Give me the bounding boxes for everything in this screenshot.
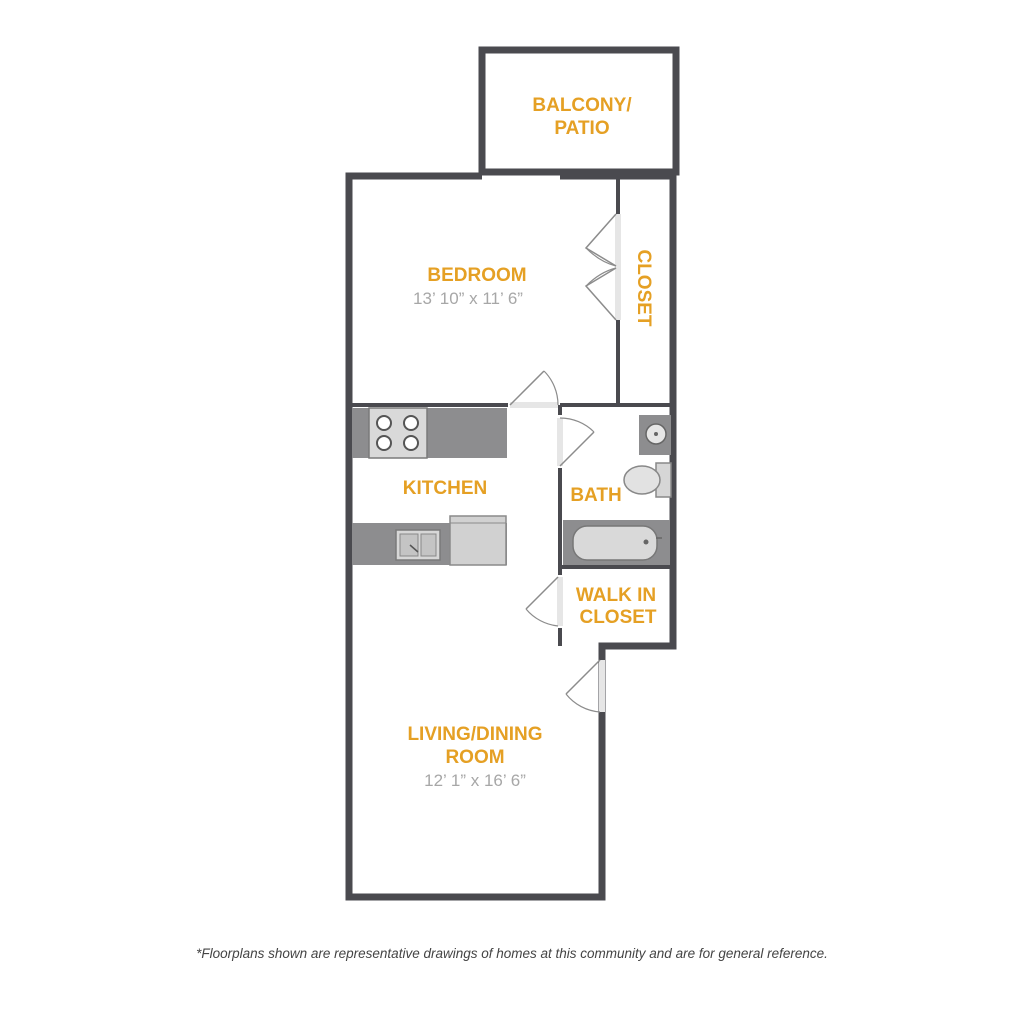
kitchen-sink-icon (396, 530, 440, 560)
closet-bifold-door (586, 214, 616, 320)
bath-sink-icon (639, 415, 671, 455)
bedroom-label: BEDROOM (427, 265, 527, 286)
kitchen-label: KITCHEN (402, 478, 488, 499)
stove-icon (369, 408, 427, 458)
walkin-closet-label-line2: CLOSET (579, 607, 657, 628)
bedroom-door (510, 371, 558, 405)
balcony-label-line2: PATIO (554, 118, 610, 139)
disclaimer-text: *Floorplans shown are representative drawings of homes at this community and are for general reference. (196, 946, 828, 961)
balcony-label-line1: BALCONY/ (532, 95, 632, 116)
living-label-line1: LIVING/DINING (407, 724, 543, 745)
bath-door (560, 418, 594, 466)
bath-label: BATH (570, 485, 622, 506)
walkin-closet-label-line1: WALK IN (575, 585, 657, 606)
bedroom-dimensions: 13’ 10” x 11’ 6” (413, 289, 523, 308)
toilet-icon (624, 463, 671, 497)
refrigerator-icon (450, 516, 506, 565)
bathtub-icon (563, 520, 670, 565)
walkin-closet-door (526, 577, 558, 626)
living-dimensions: 12’ 1” x 16’ 6” (424, 771, 526, 790)
closet-label: CLOSET (633, 249, 654, 327)
living-label-line2: ROOM (445, 747, 505, 768)
entry-door (566, 660, 600, 712)
